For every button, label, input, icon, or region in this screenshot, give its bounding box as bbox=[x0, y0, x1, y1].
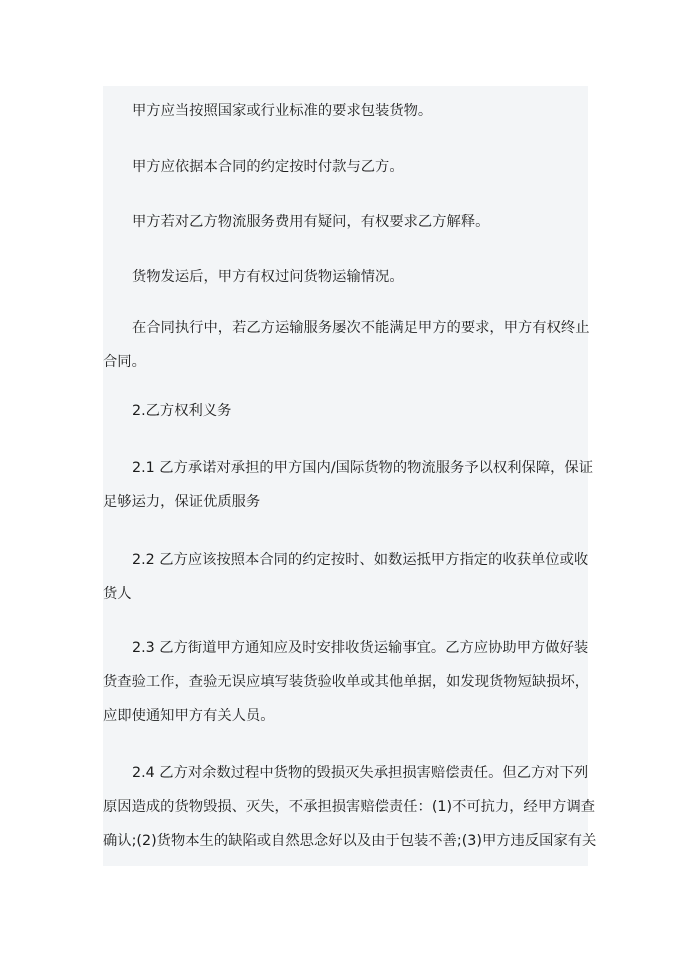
text-line: 货人 bbox=[103, 586, 132, 602]
text-line: 在合同执行中，若乙方运输服务屡次不能满足甲方的要求，甲方有权终止 bbox=[132, 320, 590, 336]
clause-2-1 bbox=[103, 451, 594, 519]
text-line: 应即使通知甲方有关人员。 bbox=[103, 708, 275, 724]
text-line: 合同。 bbox=[103, 354, 146, 370]
clause-2-2 bbox=[103, 543, 588, 611]
text-line: 甲方应依据本合同的约定按时付款与乙方。 bbox=[132, 159, 404, 175]
text-line: 足够运力，保证优质服务 bbox=[103, 494, 261, 510]
text-line: 甲方应当按照国家或行业标准的要求包装货物。 bbox=[132, 103, 433, 119]
text-line: 原因造成的货物毁损、灭失，不承担损害赔偿责任：(1)不可抗力，经甲方调查 bbox=[103, 799, 596, 815]
text-line: 甲方若对乙方物流服务费用有疑问，有权要求乙方解释。 bbox=[132, 214, 490, 230]
clause-2-4 bbox=[103, 756, 597, 858]
text-line: 确认;(2)货物本生的缺陷或自然思念好以及由于包装不善;(3)甲方违反国家有关 bbox=[103, 833, 597, 849]
text-line: 2.3 乙方街道甲方通知应及时安排收货运输事宜。乙方应协助甲方做好装 bbox=[132, 640, 589, 656]
text-line: 2.1 乙方承诺对承担的甲方国内/国际货物的物流服务予以权利保障，保证 bbox=[132, 460, 594, 476]
document-text-block bbox=[103, 86, 597, 866]
paragraph-termination bbox=[103, 311, 588, 379]
clause-2-3 bbox=[103, 631, 588, 733]
paragraph-packaging bbox=[103, 94, 588, 128]
text-line: 货物发运后，甲方有权过问货物运输情况。 bbox=[132, 269, 404, 285]
text-line: 2.2 乙方应该按照本合同的约定按时、如数运抵甲方指定的收获单位或收 bbox=[132, 552, 589, 568]
paragraph-shipment-inquiry bbox=[103, 260, 588, 294]
paragraph-payment bbox=[103, 150, 588, 184]
text-line: 2.乙方权利义务 bbox=[132, 403, 232, 419]
text-line: 2.4 乙方对余数过程中货物的毁损灭失承担损害赔偿责任。但乙方对下列 bbox=[132, 765, 589, 781]
paragraph-fee-inquiry bbox=[103, 205, 588, 239]
text-line: 货查验工作，查验无误应填写装货验收单或其他单据，如发现货物短缺损坏， bbox=[103, 674, 590, 690]
section-heading-party-b bbox=[103, 394, 588, 428]
